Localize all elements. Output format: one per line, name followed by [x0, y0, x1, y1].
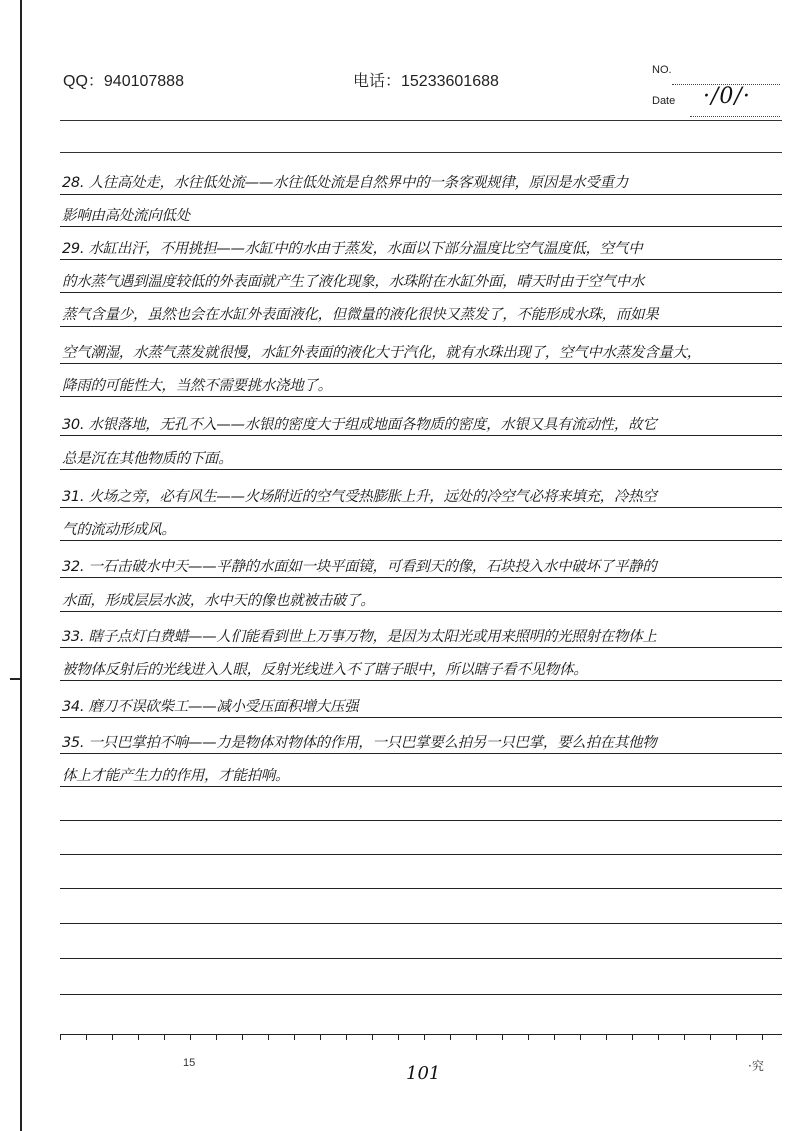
note-line: 水面，形成层层水波，水中天的像也就被击破了。	[62, 593, 375, 609]
top-ruled-line	[60, 152, 782, 153]
ruled-line	[60, 259, 782, 260]
ruled-line	[60, 958, 782, 959]
bottom-tick-ruler	[60, 1034, 782, 1043]
binding-mark	[10, 678, 22, 680]
ruled-line	[60, 326, 782, 327]
ruled-line	[60, 469, 782, 470]
date-value: ·/0/·	[703, 84, 751, 109]
note-line: 30. 水银落地，无孔不入——水银的密度大于组成地面各物质的密度，水银又具有流动性，故它	[62, 417, 657, 433]
ruled-line	[60, 396, 782, 397]
ruled-line	[60, 363, 782, 364]
note-line: 28. 人往高处走，水往低处流——水往低处流是自然界中的一条客观规律，原因是水受重力	[62, 175, 629, 191]
ruled-line	[60, 923, 782, 924]
note-line: 被物体反射后的光线进入人眼，反射光线进入不了瞎子眼中，所以瞎子看不见物体。	[62, 662, 588, 678]
ruled-line	[60, 786, 782, 787]
ruled-line	[60, 888, 782, 889]
note-line: 35. 一只巴掌拍不响——力是物体对物体的作用，一只巴掌要么拍另一只巴掌，要么拍在其他物	[62, 735, 657, 751]
corner-mark: ·究	[748, 1059, 764, 1073]
phone-contact: 电话：15233601688	[353, 73, 499, 90]
note-line: 体上才能产生力的作用，才能拍响。	[62, 768, 290, 784]
ruled-line	[60, 994, 782, 995]
ruled-line	[60, 194, 782, 195]
note-line: 降雨的可能性大，当然不需要挑水浇地了。	[62, 378, 332, 394]
ruled-line	[60, 854, 782, 855]
ruled-line	[60, 611, 782, 612]
note-line: 总是沉在其他物质的下面。	[62, 451, 233, 467]
ruled-line	[60, 820, 782, 821]
header-divider	[60, 120, 782, 121]
note-line: 32. 一石击破水中天——平静的水面如一块平面镜，可看到天的像，石块投入水中破坏了平静的	[62, 559, 657, 575]
date-dotted-line	[690, 116, 780, 117]
note-line: 33. 瞎子点灯白费蜡——人们能看到世上万事万物，是因为太阳光或用来照明的光照射在物体上	[62, 629, 657, 645]
page-number: 101	[406, 1063, 441, 1084]
ruled-line	[60, 680, 782, 681]
binding-margin-line	[20, 0, 22, 1131]
ruled-line	[60, 717, 782, 718]
ruled-line	[60, 577, 782, 578]
ruled-line	[60, 647, 782, 648]
note-line: 影响由高处流向低处	[62, 208, 190, 224]
no-label: NO.	[652, 64, 672, 76]
date-label: Date	[652, 95, 676, 107]
note-line: 空气潮湿，水蒸气蒸发就很慢，水缸外表面的液化大于汽化，就有水珠出现了，空气中水蒸发含量大，	[62, 345, 701, 361]
ruled-line	[60, 435, 782, 436]
note-line: 31. 火场之旁，必有风生——火场附近的空气受热膨胀上升，远处的冷空气必将来填充，冷热空	[62, 489, 657, 505]
ruled-line	[60, 226, 782, 227]
note-line: 蒸气含量少，虽然也会在水缸外表面液化，但微量的液化很快又蒸发了，不能形成水珠，而如果	[62, 307, 659, 323]
note-line: 29. 水缸出汗，不用挑担——水缸中的水由于蒸发，水面以下部分温度比空气温度低，空气中	[62, 241, 643, 257]
ruled-line	[60, 507, 782, 508]
qq-contact: QQ：940107888	[63, 73, 184, 90]
footer-small-number: 15	[183, 1057, 196, 1069]
ruled-line	[60, 540, 782, 541]
ruled-line	[60, 292, 782, 293]
ruled-line	[60, 753, 782, 754]
note-line: 气的流动形成风。	[62, 522, 176, 538]
note-line: 34. 磨刀不误砍柴工——减小受压面积增大压强	[62, 699, 359, 715]
note-line: 的水蒸气遇到温度较低的外表面就产生了液化现象，水珠附在水缸外面，晴天时由于空气中水	[62, 274, 645, 290]
